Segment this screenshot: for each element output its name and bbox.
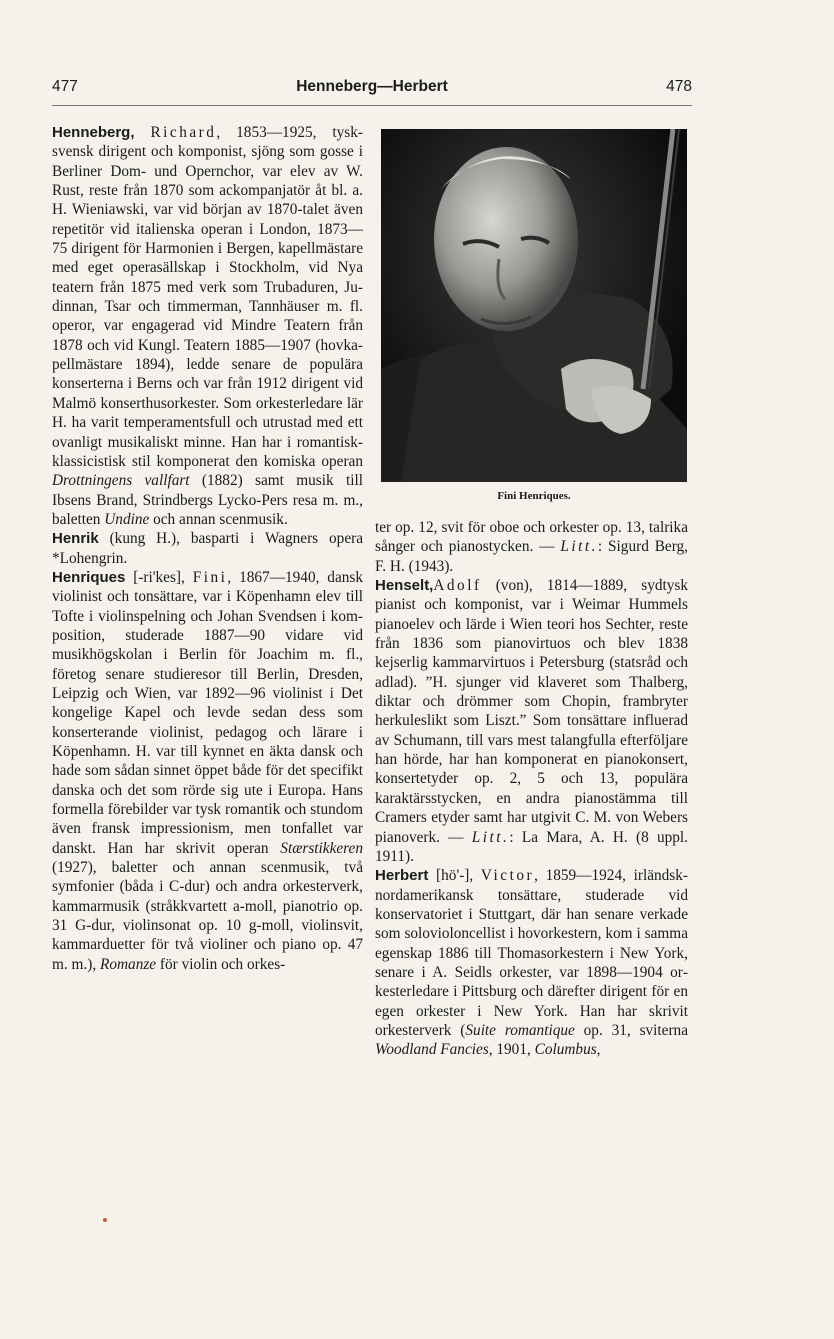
entry-text: ter op. 12, svit för oboe och orkester op. 13, talrika sånger och pianostycken. — <box>375 519 688 556</box>
entry-henriques-continued <box>375 518 688 576</box>
entry-text: : La Mara, A. H. (8 uppl. 1911). <box>375 828 688 865</box>
given-name: Victor <box>480 867 535 885</box>
work-title: Undine <box>104 510 150 528</box>
entry-text: , 1867—1940, dansk violinist och tonsättare, var i Köpenhamn elev till Tofte i violinspelning och Johan Svendsen i komposition, studerade 1887—90 vidare vid musikhögskolan i Berlin för Joachim m. fl., företog senare studieresor till Berlin, Dresden, Leipzig och Wien, var 1892—96 violinist i Det kongelige Kapel och levde sedan dess som konserterande violinist, pedagog och lärare i Köpenhamn. H. var till kynnet en äkta dansk och hade som sådan sinnet öppet både för det specifikt danska och det som rörde sig ute i Europa. Hans formella förebilder var tysk romantik och stundom även fransk impressionism, men tonfallet var danskt. Han har skrivit operan <box>52 568 363 857</box>
entry-henselt <box>375 576 688 866</box>
pronunciation: [hö'-], <box>428 867 481 885</box>
violinist-photo <box>381 129 687 482</box>
work-title: Romanze <box>100 955 157 973</box>
work-title: Woodland Fancies <box>375 1041 489 1059</box>
entry-herbert <box>375 866 688 1059</box>
work-title: Drottningens vallfart <box>52 472 190 490</box>
entry-text: , 1859—1924, irländsk-nordamerikansk tonsättare, studerade vid konservatoriet i Stuttgart, där han senare verkade som solovioloncellist i hovorkestern, kom i samma egenskap 1886 till Thomasorkestern i New York, senare i A. Seidls orkester, var 1898—1904 orkesterledare i Pittsburg och därefter dirigent för en egen orkester i New York. Han har skrivit orkesterverk ( <box>375 867 688 1039</box>
right-column <box>375 518 688 1060</box>
entry-text: , 1901, <box>488 1041 535 1059</box>
entry-text: (von), 1814—1889, sydtysk pianist och komponist, var i Weimar Hummels pianoelev och lärde i Wien teori hos Sechter, reste från 1836 som pianovirtuos och blev 1838 kejserlig kammarvirtuos i Petersburg (statsråd och adlad). ”H. sjunger vid klaveret som Thalberg, diktar och drömmer som Chopin, frambryter herkuleslikt som Liszt.” Som tonsättare influerad av Schumann, till vars mest talangfulla efterföljare han hörde, har han komponerat en pianokonsert, konsertetyder op. 2, 5 och 13, populära karaktärsstycken, en andra pianostämma till Cramers etyder samt har utgivit C. M. von Webers pianoverk. — <box>375 577 688 846</box>
headword-henriques: Henriques <box>52 568 126 586</box>
headword-herbert: Herbert <box>375 867 429 885</box>
running-title: Henneberg—Herbert <box>296 78 448 95</box>
entry-text: (1927), baletter och annan scenmusik, två symfonier (båda i C-dur) och andra orkesterverk, kammarmusik (stråkkvartett a-moll, pianotrio op. 31 G-dur, violinsonat op. 10 g-moll, violinsvit, kammarduetter för två violiner och piano op. 47 m. m.), <box>52 859 363 973</box>
entry-text: op. 31, sviterna <box>574 1021 689 1039</box>
entry-henrik <box>52 529 363 568</box>
entry-text: för violin och orkes- <box>156 955 286 973</box>
work-title: Suite romantique <box>465 1021 575 1039</box>
headword-henrik: Henrik <box>52 530 99 548</box>
photo-illustration <box>381 129 687 482</box>
left-column <box>52 123 363 974</box>
photo-caption: Fini Henriques. <box>497 490 571 502</box>
work-title: Stærstikkeren <box>280 839 363 857</box>
header-rule <box>52 105 692 106</box>
headword-henselt: Henselt, <box>375 577 434 595</box>
entry-text: , 1853—1925, tysk-svensk dirigent och komponist, sjöng som gosse i Berliner Dom- und Opernchor, var elev av W. Rust, reste från 1870 som ackompanjatör åt bl. a. H. Wieniawski, var vid början av 1870-talet även repetitör vid italienska operan i London, 1873—75 dirigent för Harmonien i Bergen, kapellmästare med eget operasällskap i Stockholm, vid Nya teatern från 1875 med verk som Trubaduren, Judinnan, Tsar och timmerman, Tannhäuser m. fl. operor, var engagerad vid Mindre Teatern från 1878 och vid Kungl. Teatern 1885—1907 (hovkapellmästare 1894), ledde senare de populära konserterna i Berns och var från 1912 dirigent vid Malmö konserthusorkester. Som orkesterledare lär H. ha varit temperamentsfull och utrustad med ett ovanligt musikaliskt minne. Han har i romantisk-klassicistisk stil komponerat den komiska operan <box>52 124 363 470</box>
given-name: Richard <box>150 124 217 141</box>
entry-henriques <box>52 568 363 974</box>
print-speck <box>103 1218 107 1222</box>
work-title: Columbus <box>534 1041 597 1059</box>
literature-label: Litt. <box>560 538 598 556</box>
entry-text: , <box>596 1041 601 1059</box>
entry-text: (kung H.), basparti i Wagners opera *Lohengrin. <box>52 530 363 567</box>
entry-text: och annan scenmusik. <box>149 510 288 528</box>
entry-text: : Sigurd Berg, F. H. (1943). <box>375 538 688 575</box>
given-name: Adolf <box>433 577 482 595</box>
given-name: Fini <box>192 568 228 586</box>
pronunciation: [-ri'kes], <box>125 568 193 586</box>
headword-henneberg: Henneberg, <box>52 124 135 141</box>
literature-label: Litt. <box>471 828 510 846</box>
page-number-right: 478 <box>666 78 692 95</box>
running-header <box>52 78 692 102</box>
page-number-left: 477 <box>52 78 78 95</box>
entry-text: (1882) samt musik till Ibsens Brand, Strindbergs Lycko-Pers resa m. m., baletten <box>52 472 364 528</box>
entry-henneberg <box>52 123 363 529</box>
